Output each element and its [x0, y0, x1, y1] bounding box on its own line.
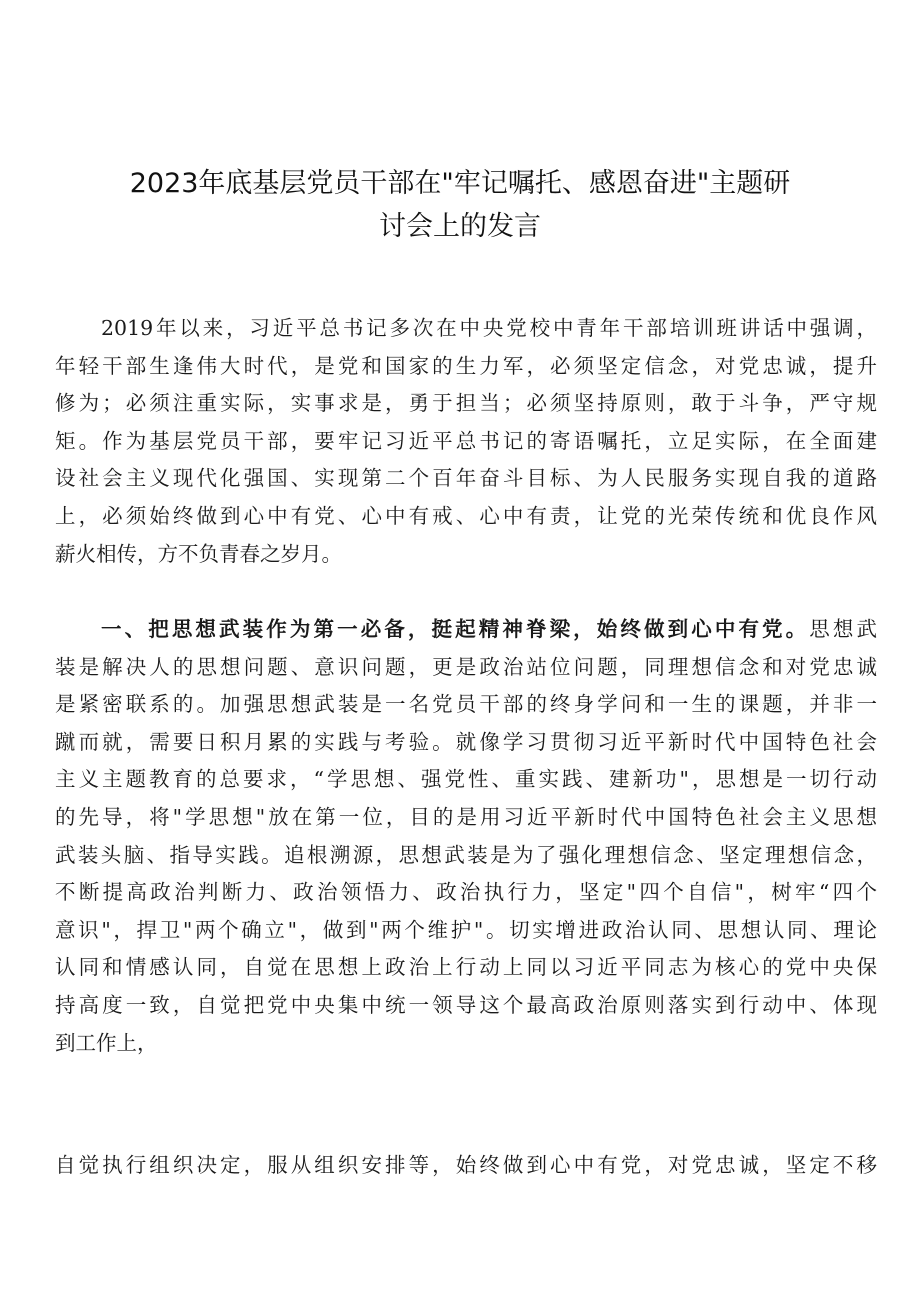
text-line: 矩。作为基层党员干部，要牢记习近平总书记的寄语嘱托，立足实际，在全面建	[55, 428, 877, 453]
text-line	[55, 611, 877, 649]
text-line: 2019年以来，习近平总书记多次在中央党校中青年干部培训班讲话中强调，	[101, 316, 877, 340]
text-line: 意识"，捍卫"两个确立"，做到"两个维护"。切实增进政治认同、思想认同、理论	[55, 917, 877, 942]
text-line: 不断提高政治判断力、政治领悟力、政治执行力，坚定"四个自信"，树牢“四个	[55, 880, 877, 905]
title-line-2: 讨会上的发言	[379, 211, 541, 242]
text-line: 年轻干部生逢伟大时代，是党和国家的生力军，必须坚定信念，对党忠诚，提升	[55, 353, 877, 378]
text-line: 是紧密联系的。加强思想武装是一名党员干部的终身学问和一生的课题，并非一	[55, 692, 877, 717]
text-line: 认同和情感认同，自觉在思想上政治上行动上同以习近平同志为核心的党中央保	[55, 955, 877, 980]
text-line: 薪火相传，方不负青春之岁月。	[55, 541, 342, 566]
text-line: 设社会主义现代化强国、实现第二个百年奋斗目标、为人民服务实现自我的道路	[55, 466, 877, 491]
paragraph-intro	[55, 310, 877, 573]
text-line: 上，必须始终做到心中有党、心中有戒、心中有责，让党的光荣传统和优良作风	[55, 503, 877, 528]
section-heading: 一、把思想武装作为第一必备，挺起精神脊梁，始终做到心中有党。	[101, 617, 810, 641]
text-line: 的先导，将"学思想"放在第一位，目的是用习近平新时代中国特色社会主义思想	[55, 804, 877, 829]
paragraph-continuation	[55, 1147, 877, 1185]
text-line: 持高度一致，自觉把党中央集中统一领导这个最高政治原则落实到行动中、体现	[55, 992, 877, 1017]
text-line: 到工作上，	[55, 1030, 158, 1055]
text-line: 装是解决人的思想问题、意识问题，更是政治站位问题，同理想信念和对党忠诚	[55, 654, 877, 679]
section-lead-text: 思想武	[809, 617, 877, 641]
text-line: 主义主题教育的总要求，“学思想、强党性、重实践、建新功"，思想是一切行动	[55, 767, 877, 792]
paragraph-section-one	[55, 611, 877, 1062]
title-line-1: 2023年底基层党员干部在"牢记嘱托、感恩奋进"主题研	[129, 168, 791, 199]
text-line: 蹴而就，需要日积月累的实践与考验。就像学习贯彻习近平新时代中国特色社会	[55, 729, 877, 754]
document-title	[60, 162, 860, 248]
text-line: 自觉执行组织决定，服从组织安排等，始终做到心中有党，对党忠诚，坚定不移	[55, 1153, 877, 1177]
text-line: 武装头脑、指导实践。追根溯源，思想武装是为了强化理想信念、坚定理想信念，	[55, 842, 877, 867]
text-line: 修为；必须注重实际，实事求是，勇于担当；必须坚持原则，敢于斗争，严守规	[55, 391, 877, 416]
